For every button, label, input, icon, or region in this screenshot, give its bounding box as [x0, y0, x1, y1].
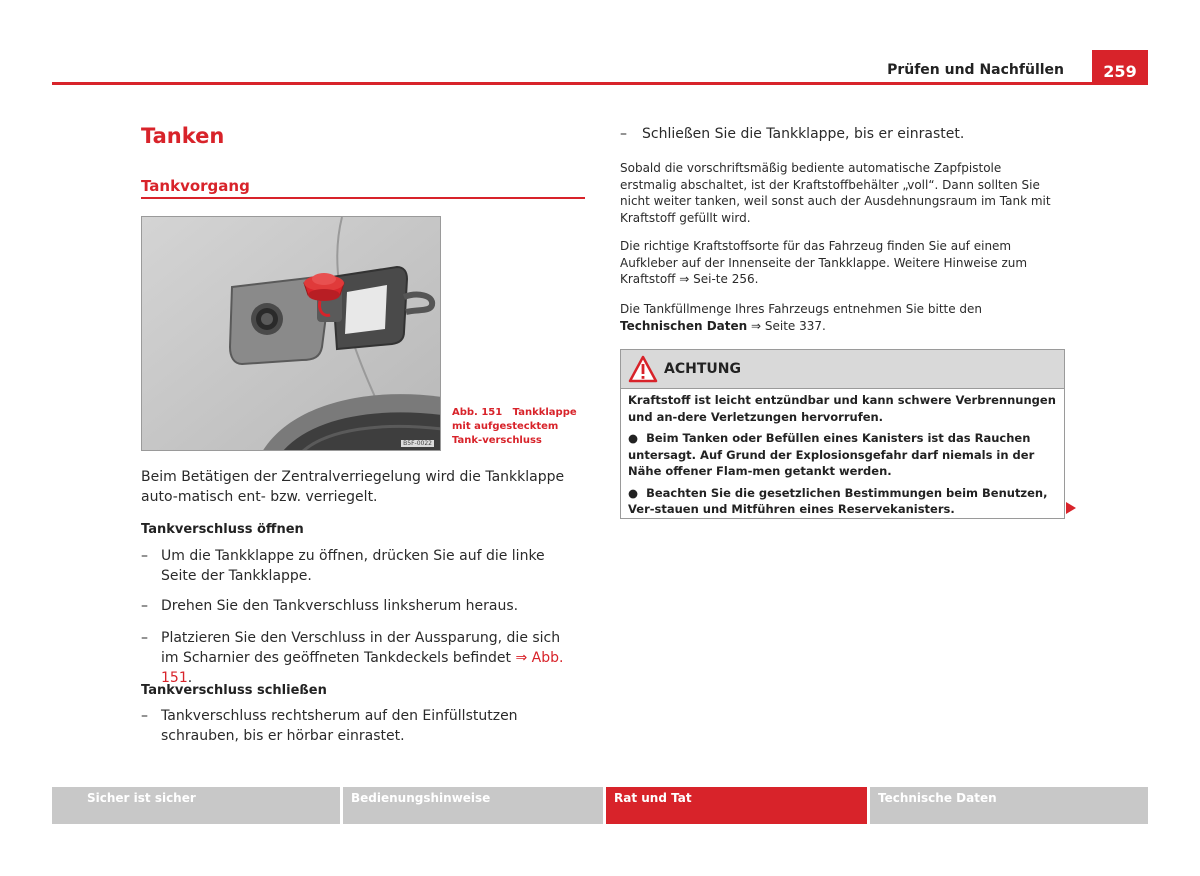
- open-heading: Tankverschluss öffnen: [141, 522, 304, 537]
- page-title: Tanken: [141, 124, 225, 148]
- list-item: [141, 546, 581, 586]
- warning-intro: Kraftstoff ist leicht entzündbar und kann schwere Verbrennungen und an-dere Verletzungen hervorrufen.: [628, 393, 1056, 424]
- dash-marker: –: [141, 708, 148, 724]
- close-flap-step: Schließen Sie die Tankklappe, bis er einrastet.: [642, 126, 965, 142]
- warning-item: [628, 485, 1056, 518]
- tab-technische-daten[interactable]: Technische Daten: [870, 787, 1148, 824]
- list-item: [141, 596, 581, 616]
- dash-marker: –: [141, 548, 148, 564]
- warning-body: [621, 389, 1064, 518]
- figure-code: B5F-0022: [403, 440, 432, 447]
- fuel-type-paragraph: Die richtige Kraftstoffsorte für das Fahrzeug finden Sie auf einem Aufkleber auf der Innenseite der Tankklappe. Weitere Hinweise zum Kraftstoff ⇒ Sei-te 256.: [620, 239, 1028, 286]
- page-number: 259: [1092, 50, 1148, 85]
- caption-text: Tankklappe mit aufgestecktem Tank-verschluss: [452, 407, 577, 446]
- dash-marker: –: [141, 630, 148, 646]
- caption-label: Abb. 151: [452, 407, 503, 418]
- technical-data-link[interactable]: Technischen Daten: [620, 318, 748, 333]
- close-heading: Tankverschluss schließen: [141, 683, 327, 698]
- figure-caption: [452, 406, 584, 448]
- list-item: [620, 124, 1065, 144]
- capacity-text: Die Tankfüllmenge Ihres Fahrzeugs entnehmen Sie bitte den: [620, 302, 983, 316]
- header-rule: [52, 82, 1148, 85]
- list-item: [141, 706, 581, 746]
- continue-arrow-icon: [1066, 502, 1076, 514]
- tank-capacity-paragraph: [620, 301, 1060, 334]
- warning-triangle-icon: [628, 355, 658, 383]
- section-heading-rule: [141, 197, 585, 199]
- fuel-flap-illustration: [141, 216, 441, 451]
- bullet-icon: ●: [628, 485, 639, 500]
- bullet-icon: ●: [628, 431, 639, 445]
- full-tank-paragraph: Sobald die vorschriftsmäßig bediente automatische Zapfpistole erstmalig abschaltet, ist der Kraftstoffbehälter „voll“. Dann sollten Sie nicht weiter tanken, weil sonst auch der Ausdehnungsraum im Tank mit Kraftstoff gefüllt wird.: [620, 161, 1051, 225]
- warning-item-text: Beachten Sie die gesetzlichen Bestimmungen beim Benutzen, Ver-stauen und Mitführen eines Reservekanisters.: [628, 485, 1048, 516]
- tab-bedienungshinweise[interactable]: Bedienungshinweise: [343, 787, 603, 824]
- warning-header: [621, 350, 1064, 389]
- section-heading: Tankvorgang: [141, 177, 250, 195]
- close-step-1: Tankverschluss rechtsherum auf den Einfüllstutzen schrauben, bis er hörbar einrastet.: [161, 708, 518, 744]
- warning-item-text: Beim Tanken oder Befüllen eines Kanisters ist das Rauchen untersagt. Auf Grund der Explosionsgefahr darf niemals in der Nähe offener Flam-men getankt werden.: [628, 431, 1035, 478]
- intro-paragraph: Beim Betätigen der Zentralverriegelung wird die Tankklappe auto-matisch ent- bzw. verriegelt.: [141, 469, 565, 505]
- section-title: Prüfen und Nachfüllen: [887, 62, 1064, 78]
- open-step-3-text: Platzieren Sie den Verschluss in der Aussparung, die sich im Scharnier des geöffneten Tankdeckels befindet: [161, 630, 561, 666]
- warning-title: ACHTUNG: [664, 361, 741, 377]
- tab-sicher-ist-sicher[interactable]: Sicher ist sicher: [52, 787, 340, 824]
- capacity-page-ref[interactable]: ⇒ Seite 337.: [751, 318, 826, 333]
- dash-marker: –: [141, 598, 148, 614]
- open-step-3: [161, 628, 581, 688]
- open-step-3-end: .: [187, 670, 193, 686]
- fuel-flap-drawing: [142, 217, 441, 451]
- warning-item: [628, 430, 1056, 480]
- open-step-2: Drehen Sie den Tankverschluss linksherum heraus.: [161, 598, 519, 614]
- list-item: [141, 628, 581, 688]
- figure-reference-link[interactable]: ⇒ Abb. 151: [161, 650, 564, 686]
- open-step-1: Um die Tankklappe zu öffnen, drücken Sie auf die linke Seite der Tankklappe.: [161, 548, 545, 584]
- warning-box: [620, 349, 1065, 519]
- tab-rat-und-tat[interactable]: Rat und Tat: [606, 787, 867, 824]
- dash-marker: –: [620, 126, 627, 142]
